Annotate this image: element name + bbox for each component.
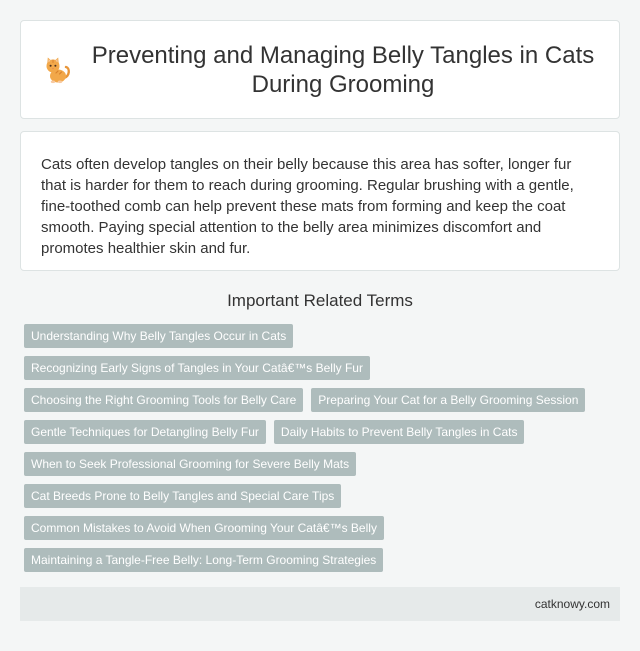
related-term-tag[interactable]: Cat Breeds Prone to Belly Tangles and Special Care Tips [24,484,341,508]
related-term-tag[interactable]: Recognizing Early Signs of Tangles in Your Catâ€™s Belly Fur [24,356,370,380]
header-card [20,20,620,119]
related-term-tag[interactable]: Maintaining a Tangle-Free Belly: Long-Term Grooming Strategies [24,548,383,572]
footer [20,587,620,621]
tag-row [20,452,620,476]
tag-row [20,484,620,508]
related-term-tag[interactable]: When to Seek Professional Grooming for Severe Belly Mats [24,452,356,476]
related-terms-heading: Important Related Terms [227,291,413,310]
tag-row [20,420,620,444]
related-term-tag[interactable]: Common Mistakes to Avoid When Grooming Your Catâ€™s Belly [24,516,384,540]
related-term-tag[interactable]: Daily Habits to Prevent Belly Tangles in Cats [274,420,525,444]
tag-row [20,516,620,540]
tag-row [20,324,620,348]
related-term-tag[interactable]: Preparing Your Cat for a Belly Grooming Session [311,388,585,412]
description-card [20,131,620,271]
related-term-tag[interactable]: Choosing the Right Grooming Tools for Belly Care [24,388,303,412]
footer-site-name: catknowy.com [534,597,610,611]
description-text: Cats often develop tangles on their belly because this area has softer, longer fur that is harder for them to reach during grooming. Regular brushing with a gentle, fine-toothed comb can help prevent these mats from forming and keep the coat smooth. Paying special attention to the belly area minimizes discomfort and promotes healthier skin and fur. [41,156,574,257]
related-term-tag[interactable]: Understanding Why Belly Tangles Occur in Cats [24,324,293,348]
tag-row [20,356,620,380]
tag-row [20,548,620,572]
page-title: Preventing and Managing Belly Tangles in Cats During Grooming [91,41,595,98]
related-terms-list [20,324,620,580]
title-wrap [41,41,599,99]
tag-row [20,388,620,412]
cat-icon [41,54,73,86]
related-term-tag[interactable]: Gentle Techniques for Detangling Belly Fur [24,420,266,444]
